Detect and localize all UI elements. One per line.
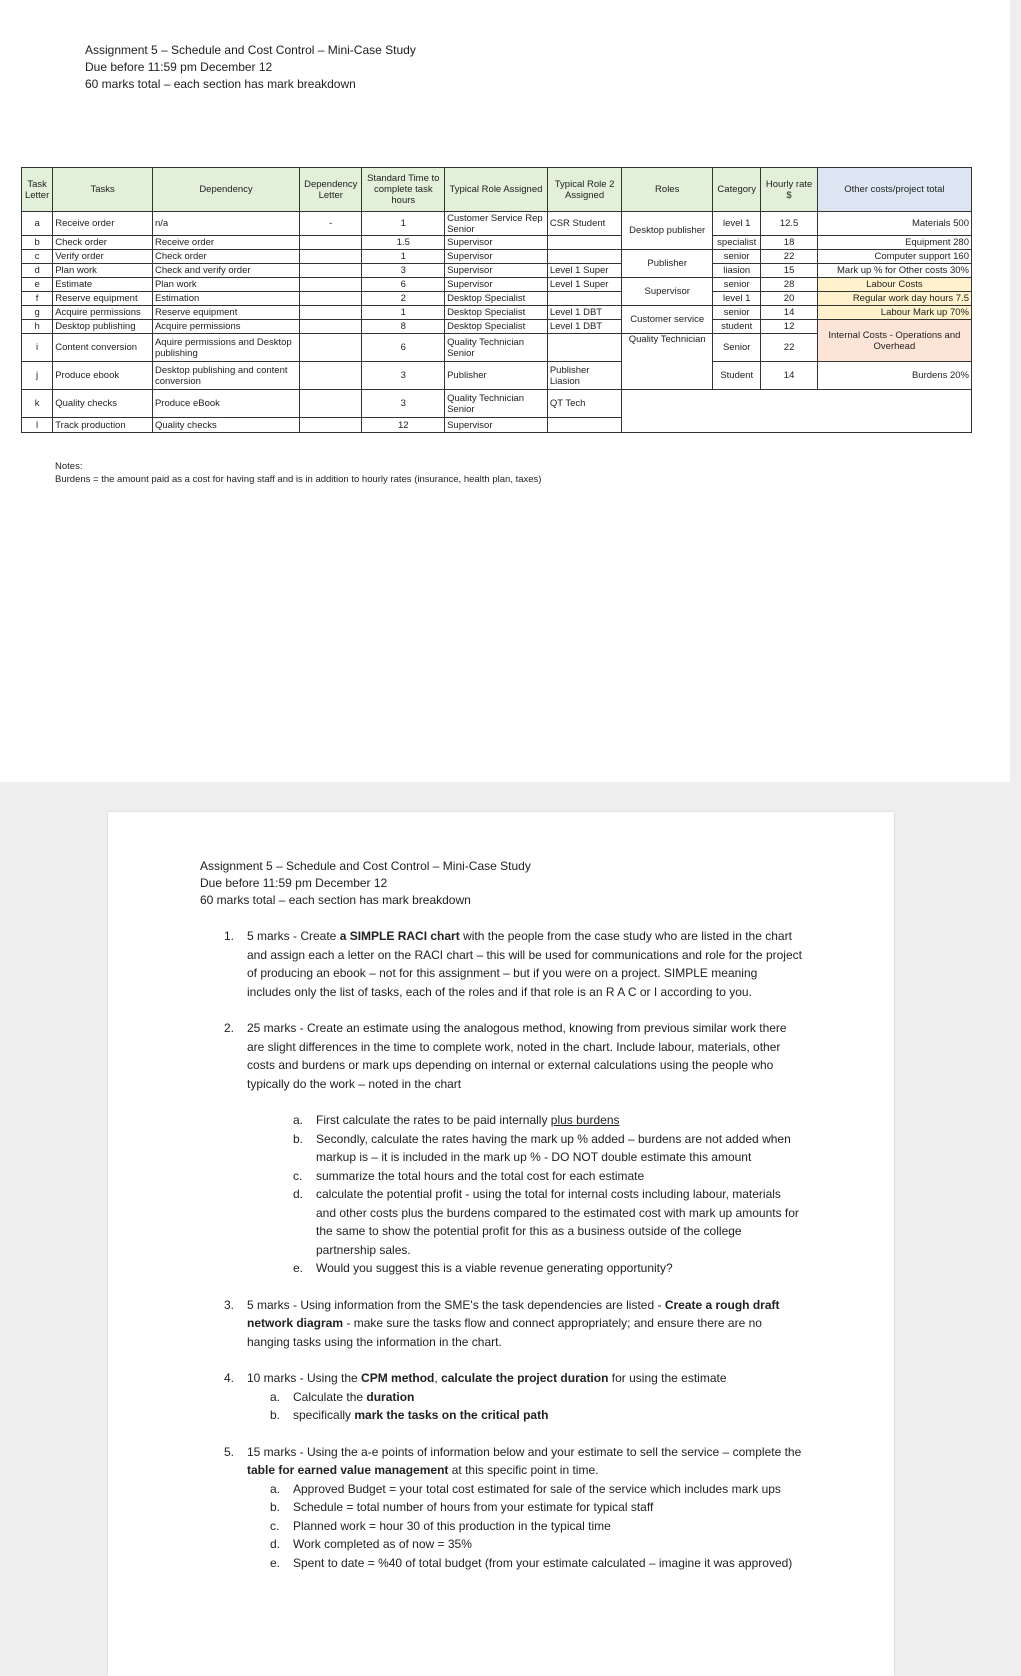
task-letter: g (22, 306, 53, 320)
col-standard-time: Standard Time to complete task hours (362, 168, 445, 212)
q5-a-text: Approved Budget = your total cost estimated for sale of the service which includes mark ups (293, 1481, 781, 1496)
table-row (22, 250, 972, 264)
q5-subitems (270, 1480, 802, 1573)
q2-b-text: Secondly, calculate the rates having the mark up % added – burdens are not added when markup is – it is included in the mark up % - DO NOT double estimate this amount (316, 1131, 791, 1164)
question-4 (224, 1369, 802, 1425)
task-hours: 6 (362, 334, 445, 362)
role-item: Customer service (622, 306, 713, 334)
other-markup: Mark up % for Other costs 30% (817, 264, 971, 278)
task-dep-letter (300, 292, 362, 306)
task-letter: i (22, 334, 53, 362)
role-item: Quality Technician (622, 334, 713, 390)
q5-c (270, 1517, 802, 1536)
questions (224, 927, 802, 1590)
task-role2: Level 1 Super (547, 278, 622, 292)
task-hours: 1 (362, 250, 445, 264)
category-item: senior (713, 250, 761, 264)
question-number: 2. (224, 1021, 235, 1035)
rate-item: 28 (761, 278, 817, 292)
task-role1: Quality Technician Senior (445, 390, 548, 418)
question-1 (224, 927, 802, 1001)
page2-due: Due before 11:59 pm December 12 (200, 876, 388, 890)
q2-c-text: summarize the total hours and the total cost for each estimate (316, 1168, 645, 1183)
task-hours: 3 (362, 264, 445, 278)
task-letter: a (22, 212, 53, 236)
q2-e (293, 1259, 802, 1278)
task-role2: Level 1 DBT (547, 320, 622, 334)
task-name: Receive order (53, 212, 153, 236)
task-hours: 2 (362, 292, 445, 306)
sub-number: a. (293, 1113, 304, 1127)
q5-d-text: Work completed as of now = 35% (293, 1537, 472, 1551)
q2-e-text: Would you suggest this is a viable revenue generating opportunity? (316, 1261, 673, 1275)
q4-a-bold: duration (366, 1389, 415, 1404)
task-dependency: Quality checks (152, 418, 299, 433)
question-number: 4. (224, 1371, 235, 1385)
sub-number: a. (270, 1481, 281, 1496)
task-dependency: Check and verify order (152, 264, 299, 278)
task-dep-letter (300, 264, 362, 278)
task-role1: Customer Service Rep Senior (445, 212, 548, 236)
task-dependency: Receive order (152, 236, 299, 250)
task-hours: 3 (362, 390, 445, 418)
q5-c-text: Planned work = hour 30 of this production in the typical time (293, 1518, 611, 1533)
rate-item: 12 (761, 320, 817, 334)
task-letter: k (22, 390, 53, 418)
question-5 (224, 1443, 802, 1573)
q2-subitems (293, 1111, 802, 1278)
q2-d-text: calculate the potential profit - using the total for internal costs including labour, materials and other costs plus the burdens compared to the estimated cost with mark up amounts for the same to show the potential profit for this as a business outside of the college partnership sales. (316, 1187, 799, 1257)
task-hours: 8 (362, 320, 445, 334)
header-marks: 60 marks total – each section has mark breakdown (85, 77, 356, 91)
question-3 (224, 1296, 802, 1352)
task-dep-letter (300, 320, 362, 334)
task-dependency: Plan work (152, 278, 299, 292)
labour-markup: Labour Mark up 70% (817, 306, 971, 320)
q5-a (270, 1480, 802, 1499)
task-role1: Quality Technician Senior (445, 334, 548, 362)
q5-b-text: Schedule = total number of hours from your estimate for typical staff (293, 1500, 654, 1514)
col-hourly-rate: Hourly rate $ (761, 168, 817, 212)
table-row (22, 264, 972, 278)
page-1 (0, 0, 1010, 782)
task-dep-letter (300, 418, 362, 433)
q4-text-c: , (434, 1371, 442, 1385)
other-materials: Materials 500 (817, 212, 971, 236)
q2-a-underline: plus burdens (550, 1113, 620, 1127)
task-hours: 1 (362, 212, 445, 236)
q4-b-text: specifically (293, 1408, 355, 1422)
task-table (21, 167, 972, 433)
sub-number: e. (270, 1555, 281, 1570)
col-role1: Typical Role Assigned (445, 168, 548, 212)
page2-marks: 60 marks total – each section has mark breakdown (200, 893, 471, 907)
table-row (22, 390, 972, 418)
rate-item: 22 (761, 334, 817, 362)
header-title: Assignment 5 – Schedule and Cost Control – Mini-Case Study (85, 43, 416, 57)
task-dep-letter (300, 250, 362, 264)
table-row (22, 212, 972, 236)
task-letter: h (22, 320, 53, 334)
category-item: student (713, 320, 761, 334)
task-name: Verify order (53, 250, 153, 264)
q4-text-b: CPM method (361, 1371, 435, 1385)
task-role1: Supervisor (445, 264, 548, 278)
rate-item: 20 (761, 292, 817, 306)
q2-text: 25 marks - Create an estimate using the analogous method, knowing from previous similar work there are slight differences in the time to complete work, noted in the chart. Include labour, materials, other costs and burdens or mark ups depending on internal or external calculations using the people who typically do the work – noted in the chart (247, 1021, 787, 1091)
category-item: Senior (713, 334, 761, 362)
task-letter: f (22, 292, 53, 306)
task-dependency: Reserve equipment (152, 306, 299, 320)
regular-hours: Regular work day hours 7.5 (817, 292, 971, 306)
rate-item: 18 (761, 236, 817, 250)
q4-b-bold: mark the tasks on the critical path (354, 1408, 549, 1422)
table-row (22, 320, 972, 334)
task-dep-letter (300, 390, 362, 418)
task-dependency: Acquire permissions (152, 320, 299, 334)
rate-item: 15 (761, 264, 817, 278)
q5-text-a: 15 marks - Using the a-e points of information below and your estimate to sell the service – complete the (247, 1444, 802, 1459)
other-equipment: Equipment 280 (817, 236, 971, 250)
task-letter: e (22, 278, 53, 292)
task-name: Track production (53, 418, 153, 433)
task-dep-letter (300, 306, 362, 320)
col-role2: Typical Role 2 Assigned (547, 168, 622, 212)
q4-text-e: for using the estimate (608, 1371, 727, 1385)
task-role1: Desktop Specialist (445, 292, 548, 306)
task-letter: b (22, 236, 53, 250)
q2-b (293, 1130, 802, 1167)
q2-c (293, 1167, 802, 1186)
task-name: Check order (53, 236, 153, 250)
col-task-letter: Task Letter (22, 168, 53, 212)
question-number: 5. (224, 1444, 235, 1459)
task-hours: 1 (362, 306, 445, 320)
task-role1: Supervisor (445, 250, 548, 264)
q5-text-c: at this specific point in time. (448, 1463, 599, 1477)
task-role2: Level 1 DBT (547, 306, 622, 320)
task-role1: Publisher (445, 362, 548, 390)
task-role2 (547, 236, 622, 250)
table-row (22, 292, 972, 306)
task-name: Quality checks (53, 390, 153, 418)
sub-number: c. (293, 1168, 303, 1183)
empty-area (622, 390, 972, 433)
page2-title: Assignment 5 – Schedule and Cost Control – Mini-Case Study (200, 859, 531, 873)
task-dep-letter (300, 334, 362, 362)
sub-number: b. (270, 1500, 281, 1514)
q5-e (270, 1554, 802, 1573)
task-hours: 6 (362, 278, 445, 292)
rate-item: 22 (761, 250, 817, 264)
task-name: Desktop publishing (53, 320, 153, 334)
category-item: liasion (713, 264, 761, 278)
table-row (22, 278, 972, 292)
table-row (22, 236, 972, 250)
task-dep-letter: - (300, 212, 362, 236)
task-letter: l (22, 418, 53, 433)
task-dep-letter (300, 236, 362, 250)
table-row (22, 362, 972, 390)
role-item: Desktop publisher (622, 212, 713, 250)
internal-costs-label: Internal Costs - Operations and Overhead (817, 320, 971, 362)
category-item: Student (713, 362, 761, 390)
col-tasks: Tasks (53, 168, 153, 212)
task-name: Estimate (53, 278, 153, 292)
task-role1: Supervisor (445, 418, 548, 433)
category-item: level 1 (713, 212, 761, 236)
task-role1: Supervisor (445, 236, 548, 250)
category-item: senior (713, 278, 761, 292)
task-dep-letter (300, 278, 362, 292)
task-dependency: Estimation (152, 292, 299, 306)
task-dependency: Desktop publishing and content conversion (152, 362, 299, 390)
q5-b (270, 1498, 802, 1517)
q5-e-text: Spent to date = %40 of total budget (from your estimate calculated – imagine it was approved) (293, 1555, 793, 1570)
role-item: Supervisor (622, 278, 713, 306)
role-item: Publisher (622, 250, 713, 278)
task-role2 (547, 418, 622, 433)
q4-subitems (270, 1388, 802, 1425)
q3-text-b: Create a rough draft network diagram (247, 1297, 780, 1330)
assignment-header (85, 42, 416, 93)
q4-a (270, 1388, 802, 1407)
category-item: specialist (713, 236, 761, 250)
table-row (22, 306, 972, 320)
task-hours: 1.5 (362, 236, 445, 250)
header-due: Due before 11:59 pm December 12 (85, 60, 273, 74)
col-other-costs: Other costs/project total (817, 168, 971, 212)
rate-item: 14 (761, 362, 817, 390)
sub-number: e. (293, 1261, 304, 1275)
task-role1: Supervisor (445, 278, 548, 292)
q4-text-a: 10 marks - Using the (247, 1371, 362, 1385)
task-role2: CSR Student (547, 212, 622, 236)
q5-d (270, 1535, 802, 1554)
q1-text-b: a SIMPLE RACI chart (339, 929, 460, 943)
task-role2: Publisher Liasion (547, 362, 622, 390)
rate-item: 14 (761, 306, 817, 320)
task-role2 (547, 292, 622, 306)
task-name: Reserve equipment (53, 292, 153, 306)
q4-b (270, 1406, 802, 1425)
task-letter: c (22, 250, 53, 264)
task-dependency: Check order (152, 250, 299, 264)
question-number: 3. (224, 1297, 235, 1312)
other-computer: Computer support 160 (817, 250, 971, 264)
sub-number: c. (270, 1518, 280, 1533)
q3-text-c: - make sure the tasks flow and connect appropriately; and ensure there are no hanging tasks using the information in the chart. (247, 1316, 762, 1349)
task-letter: d (22, 264, 53, 278)
q2-d (293, 1185, 802, 1259)
question-2 (224, 1019, 802, 1278)
rate-item: 12.5 (761, 212, 817, 236)
notes-text: Burdens = the amount paid as a cost for having staff and is in addition to hourly rates (insurance, health plan, taxes) (55, 474, 542, 485)
task-role1: Desktop Specialist (445, 306, 548, 320)
notes (55, 460, 541, 486)
notes-title: Notes: (55, 461, 83, 472)
q4-a-text: Calculate the (293, 1389, 367, 1404)
q3-text-a: 5 marks - Using information from the SME's the task dependencies are listed - (247, 1297, 665, 1312)
sub-number: a. (270, 1389, 281, 1404)
task-letter: j (22, 362, 53, 390)
task-role1: Desktop Specialist (445, 320, 548, 334)
q2-a (293, 1111, 802, 1130)
task-dependency: Produce eBook (152, 390, 299, 418)
task-name: Produce ebook (53, 362, 153, 390)
col-dependency: Dependency (152, 168, 299, 212)
task-dependency: Aquire permissions and Desktop publishing (152, 334, 299, 362)
page2-header (200, 858, 531, 909)
col-roles: Roles (622, 168, 713, 212)
sub-number: d. (270, 1537, 281, 1551)
task-dep-letter (300, 362, 362, 390)
burdens: Burdens 20% (817, 362, 971, 390)
labour-costs-label: Labour Costs (817, 278, 971, 292)
table-header-row (22, 168, 972, 212)
q4-text-d: calculate the project duration (441, 1371, 609, 1385)
task-role2: Level 1 Super (547, 264, 622, 278)
question-number: 1. (224, 929, 235, 943)
task-hours: 12 (362, 418, 445, 433)
sub-number: d. (293, 1187, 304, 1201)
sub-number: b. (270, 1408, 281, 1422)
q2-a-text: First calculate the rates to be paid internally (316, 1113, 551, 1127)
task-name: Content conversion (53, 334, 153, 362)
task-name: Acquire permissions (53, 306, 153, 320)
task-hours: 3 (362, 362, 445, 390)
sub-number: b. (293, 1131, 304, 1146)
task-role2: QT Tech (547, 390, 622, 418)
task-dependency: n/a (152, 212, 299, 236)
task-role2 (547, 250, 622, 264)
task-role2 (547, 334, 622, 362)
task-name: Plan work (53, 264, 153, 278)
q1-text-c: with the people from the case study who are listed in the chart and assign each a letter on the RACI chart – this will be used for communications and role for the project of producing an ebook – not for this assignment – but if you were on a project. SIMPLE meaning includes only the list of tasks, each of the roles and if that role is an R A C or I according to you. (247, 929, 802, 999)
q1-text-a: 5 marks - Create (247, 929, 340, 943)
category-item: senior (713, 306, 761, 320)
category-item: level 1 (713, 292, 761, 306)
col-category: Category (713, 168, 761, 212)
col-dependency-letter: Dependency Letter (300, 168, 362, 212)
q5-text-b: table for earned value management (247, 1463, 449, 1477)
